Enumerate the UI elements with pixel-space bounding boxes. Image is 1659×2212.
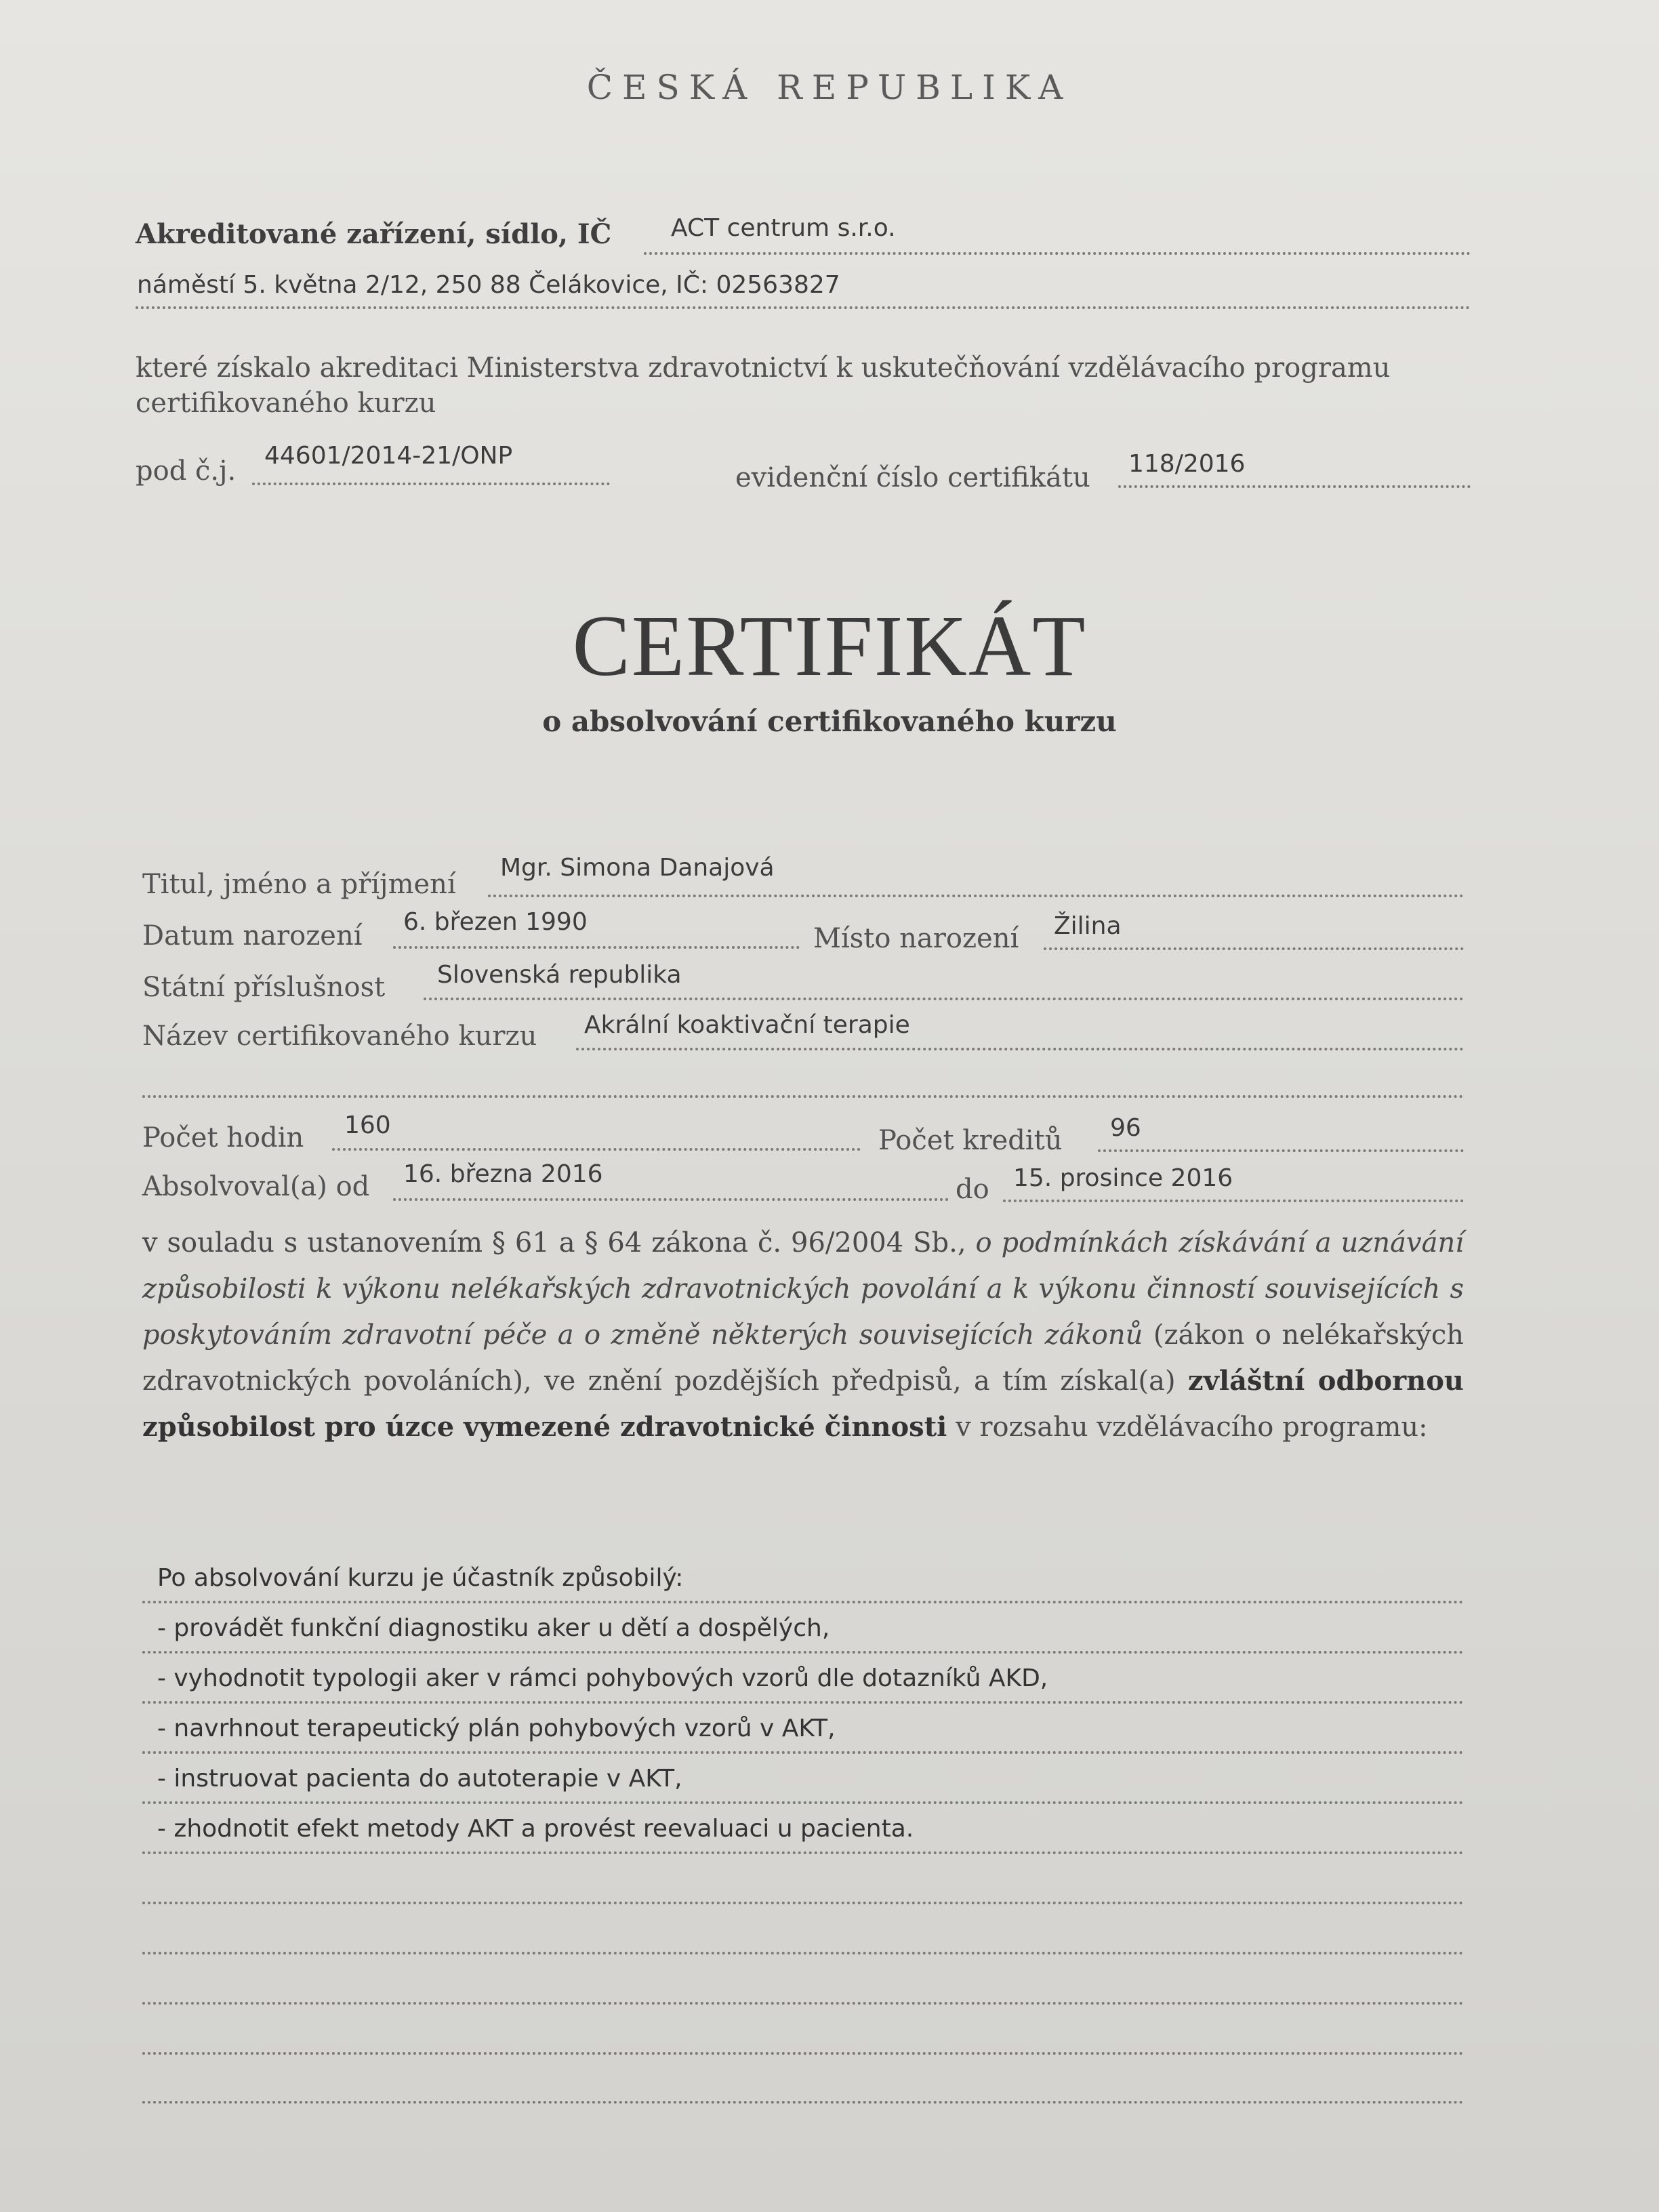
ref-label: pod č.j. — [136, 455, 237, 487]
empty-line-4 — [142, 2052, 1464, 2055]
course-line-2 — [142, 1095, 1464, 1098]
competence-intro: Po absolvování kurzu je účastník způsobilý: — [157, 1564, 684, 1592]
legal-law-title: o podmínkách získávání a uznávání způsobilosti k výkonu nelékařských zdravotnických povolání a k výkonu činností souvisejících s poskytováním zdravotní péče a o změně některých souvisejících zákonů — [142, 1227, 1465, 1351]
hours-label: Počet hodin — [142, 1122, 304, 1153]
pob-label: Místo narození — [813, 923, 1019, 954]
pob-value: Žilina — [1054, 912, 1122, 940]
competence-line-5 — [142, 1801, 1464, 1804]
legal-competence-bold: zvláštní odbornou způsobilost pro úzce vymezené zdravotnické činnosti — [142, 1365, 1465, 1443]
facility-address: náměstí 5. května 2/12, 250 88 Čelákovice, IČ: 02563827 — [137, 271, 840, 299]
dob-label: Datum narození — [142, 920, 363, 951]
competence-item: - instruovat pacienta do autoterapie v AKT, — [157, 1765, 682, 1793]
dob-line — [393, 946, 800, 949]
hours-line — [332, 1148, 861, 1151]
accreditation-text-1: které získalo akreditaci Ministerstva zdravotnictví k uskutečňování vzdělávacího programu — [136, 352, 1391, 384]
competence-line-4 — [142, 1751, 1464, 1754]
hours-value: 160 — [344, 1111, 391, 1139]
competence-line-2 — [142, 1651, 1464, 1654]
citizenship-value: Slovenská republika — [437, 961, 682, 989]
from-label: Absolvoval(a) od — [142, 1171, 370, 1202]
accreditation-text-2: certifikovaného kurzu — [136, 388, 436, 419]
credits-line — [1098, 1149, 1464, 1152]
pob-line — [1044, 947, 1464, 950]
name-line — [488, 895, 1464, 897]
ref-value: 44601/2014-21/ONP — [264, 442, 513, 470]
competence-item: - vyhodnotit typologii aker v rámci pohybových vzorů dle dotazníků AKD, — [157, 1664, 1048, 1692]
cert-number-line — [1118, 485, 1471, 488]
empty-line-2 — [142, 1952, 1464, 1954]
from-line — [393, 1198, 949, 1201]
ref-line — [252, 483, 610, 485]
empty-line-5 — [142, 2101, 1464, 2104]
legal-text-3: v rozsahu vzdělávacího programu: — [947, 1412, 1428, 1443]
course-line — [576, 1048, 1464, 1050]
cert-number-value: 118/2016 — [1128, 450, 1246, 478]
competence-line-1 — [142, 1601, 1464, 1603]
empty-line-1 — [142, 1902, 1464, 1904]
citizenship-line — [424, 998, 1464, 1000]
to-value: 15. prosince 2016 — [1013, 1164, 1233, 1192]
competence-line-3 — [142, 1701, 1464, 1704]
course-value: Akrální koaktivační terapie — [584, 1011, 910, 1039]
credits-label: Počet kreditů — [878, 1125, 1063, 1156]
to-label: do — [956, 1174, 989, 1205]
legal-paragraph — [142, 1220, 1464, 1450]
cert-number-label: evidenční číslo certifikátu — [735, 462, 1090, 493]
competence-item: - provádět funkční diagnostiku aker u dětí a dospělých, — [157, 1614, 830, 1642]
competence-line-6 — [142, 1851, 1464, 1854]
name-value: Mgr. Simona Danajová — [500, 854, 775, 882]
legal-text-2: (zákon o nelékařských zdravotnických povoláních), ve znění pozdějších předpisů, a tím získal(a) — [142, 1319, 1464, 1397]
facility-name: ACT centrum s.r.o. — [671, 214, 896, 242]
credits-value: 96 — [1110, 1114, 1141, 1142]
competence-item: - zhodnotit efekt metody AKT a provést reevaluaci u pacienta. — [157, 1815, 914, 1843]
certificate-title: CERTIFIKÁT — [572, 598, 1087, 694]
empty-line-3 — [142, 2002, 1464, 2005]
dob-value: 6. březen 1990 — [403, 908, 588, 936]
citizenship-label: Státní příslušnost — [142, 972, 386, 1003]
legal-text-1: v souladu s ustanovením § 61 a § 64 zákona č. 96/2004 Sb., — [142, 1227, 976, 1258]
name-label: Titul, jméno a příjmení — [142, 869, 456, 900]
certificate-subtitle: o absolvování certifikovaného kurzu — [542, 705, 1117, 738]
facility-name-line — [644, 252, 1471, 255]
facility-address-line — [136, 306, 1471, 309]
from-value: 16. března 2016 — [403, 1160, 603, 1188]
facility-label: Akreditované zařízení, sídlo, IČ — [136, 218, 612, 250]
competence-item: - navrhnout terapeutický plán pohybových vzorů v AKT, — [157, 1715, 836, 1742]
country-heading: ČESKÁ REPUBLIKA — [586, 68, 1073, 107]
course-label: Název certifikovaného kurzu — [142, 1021, 537, 1052]
to-line — [1003, 1200, 1464, 1202]
